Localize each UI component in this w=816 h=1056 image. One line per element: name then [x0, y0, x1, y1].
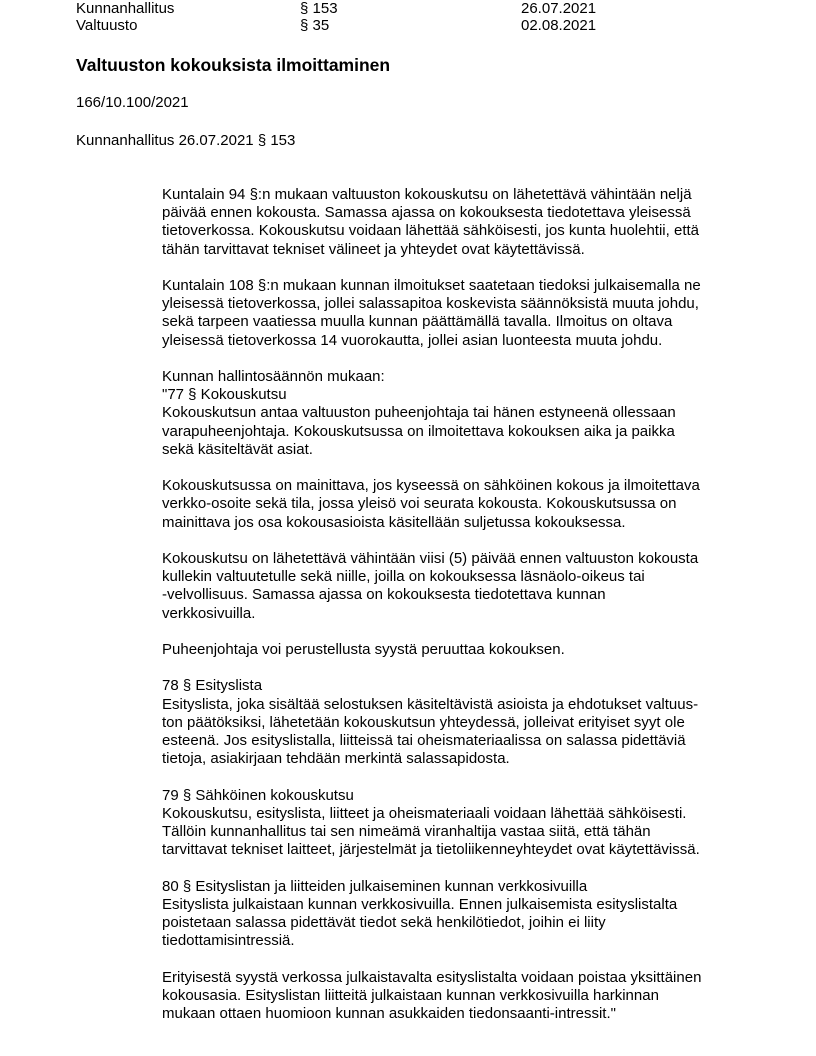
reference-number: 166/10.100/2021 [76, 94, 189, 111]
paragraph-line: Kokouskutsu on lähetettävä vähintään viisi (5) päivää ennen valtuuston kokousta [162, 550, 699, 567]
header-date: 02.08.2021 [521, 17, 597, 34]
paragraph-line: Tällöin kunnanhallitus tai sen nimeämä viranhaltija vastaa siitä, että tähän [162, 823, 651, 840]
paragraph-line: Kunnan hallintosäännön mukaan: [162, 368, 385, 385]
paragraph-line: Kokouskutsu, esityslista, liitteet ja oheismateriaali voidaan lähettää sähköisesti. [162, 804, 687, 822]
paragraph-line: ton päätöksiksi, lähetetään kokouskutsun yhteydessä, jolleivat erityiset syyt ole [162, 713, 685, 731]
paragraph-line: Erityisestä syystä verkossa julkaistavalta esityslistalta voidaan poistaa yksittäinen [162, 968, 702, 986]
paragraph-line: kullekin valtuutetulle sekä niille, joilla on kokouksessa läsnäolo-oikeus tai [162, 568, 645, 586]
body-paragraph [162, 477, 762, 532]
body-paragraph [162, 550, 762, 623]
paragraph-line: mainittava jos osa kokousasioista käsitellään suljetussa kokouksessa. [162, 513, 626, 531]
body-paragraph [162, 787, 762, 860]
paragraph-line: varapuheenjohtaja. Kokouskutsussa on ilmoitettava kokouksen aika ja paikka [162, 422, 675, 440]
header-row-kunnanhallitus [76, 0, 796, 18]
body-paragraph [162, 186, 762, 259]
paragraph-line: 79 § Sähköinen kokouskutsu [162, 786, 354, 804]
paragraph-line: 78 § Esityslista [162, 677, 263, 695]
paragraph-line: kokousasia. Esityslistan liitteitä julkaistaan kunnan verkkosivuilla harkinnan [162, 986, 659, 1004]
paragraph-line: yleisessä tietoverkossa 14 vuorokautta, jollei asian luonteesta muuta johdu. [162, 331, 663, 349]
header-body-name: Kunnanhallitus [76, 0, 175, 17]
session-heading: Kunnanhallitus 26.07.2021 § 153 [76, 132, 296, 149]
paragraph-line: sekä tarpeen vaatiessa muulla kunnan päättämällä tavalla. Ilmoitus on oltava [162, 313, 673, 331]
paragraph-line: esteenä. Jos esityslistalla, liitteissä tai oheismateriaalissa on salassa pidettäviä [162, 732, 686, 749]
paragraph-line: mukaan ottaen huomioon kunnan asukkaiden tiedonsaanti-intressit." [162, 1005, 616, 1022]
paragraph-line: Kuntalain 108 §:n mukaan kunnan ilmoitukset saatetaan tiedoksi julkaisemalla ne [162, 277, 701, 294]
header-body-name: Valtuusto [76, 17, 138, 34]
header-section: § 153 [300, 0, 338, 17]
paragraph-line: sekä käsiteltävät asiat. [162, 440, 313, 458]
header-section: § 35 [300, 17, 330, 34]
paragraph-line: "77 § Kokouskutsu [162, 386, 287, 404]
body-paragraph [162, 969, 762, 1024]
paragraph-line: Kokouskutsussa on mainittava, jos kyseessä on sähköinen kokous ja ilmoitettava [162, 477, 700, 495]
body-paragraph [162, 677, 762, 768]
paragraph-line: Esityslista, joka sisältää selostuksen käsiteltävistä asioista ja ehdotukset valtuus- [162, 695, 699, 713]
paragraph-line: Esityslista julkaistaan kunnan verkkosivuilla. Ennen julkaisemista esityslistalta [162, 895, 678, 913]
paragraph-line: yleisessä tietoverkossa, jollei salassapitoa koskevista säännöksistä muuta johdu, [162, 295, 699, 313]
paragraph-line: verkko-osoite sekä tila, jossa yleisö voi seurata kokousta. Kokouskutsussa on [162, 495, 677, 513]
paragraph-line: Kuntalain 94 §:n mukaan valtuuston kokouskutsu on lähetettävä vähintään neljä [162, 186, 692, 203]
paragraph-line: tietoverkossa. Kokouskutsu voidaan lähettää sähköisesti, jos kunta huolehtii, että [162, 222, 699, 240]
paragraph-line: poistetaan salassa pidettävät tiedot sekä henkilötiedot, joihin ei liity [162, 914, 606, 931]
paragraph-line: tiedottamisintressiä. [162, 932, 295, 950]
paragraph-line: -velvollisuus. Samassa ajassa on kokouksesta tiedotettava kunnan [162, 586, 606, 604]
body-paragraph [162, 878, 762, 951]
body-paragraph [162, 641, 762, 659]
paragraph-line: Puheenjohtaja voi perustellusta syystä peruuttaa kokouksen. [162, 641, 565, 658]
paragraph-line: päivää ennen kokousta. Samassa ajassa on kokouksesta tiedotettava yleisessä [162, 204, 691, 222]
document-body [162, 186, 762, 1041]
paragraph-line: Kokouskutsun antaa valtuuston puheenjohtaja tai hänen estyneenä ollessaan [162, 404, 676, 422]
body-paragraph [162, 368, 762, 459]
paragraph-line: tietoja, asiakirjaan tehdään merkintä salassapidosta. [162, 750, 510, 768]
body-paragraph [162, 277, 762, 350]
document-title: Valtuuston kokouksista ilmoittaminen [76, 55, 391, 75]
header-date: 26.07.2021 [521, 0, 597, 17]
paragraph-line: tähän tarvittavat tekniset välineet ja yhteydet ovat käytettävissä. [162, 240, 585, 258]
header-row-valtuusto [76, 17, 796, 35]
paragraph-line: tarvittavat tekniset laitteet, järjestelmät ja tietoliikenneyhteydet ovat käytettävissä. [162, 841, 700, 859]
paragraph-line: verkkosivuilla. [162, 604, 256, 622]
paragraph-line: 80 § Esityslistan ja liitteiden julkaiseminen kunnan verkkosivuilla [162, 877, 588, 895]
